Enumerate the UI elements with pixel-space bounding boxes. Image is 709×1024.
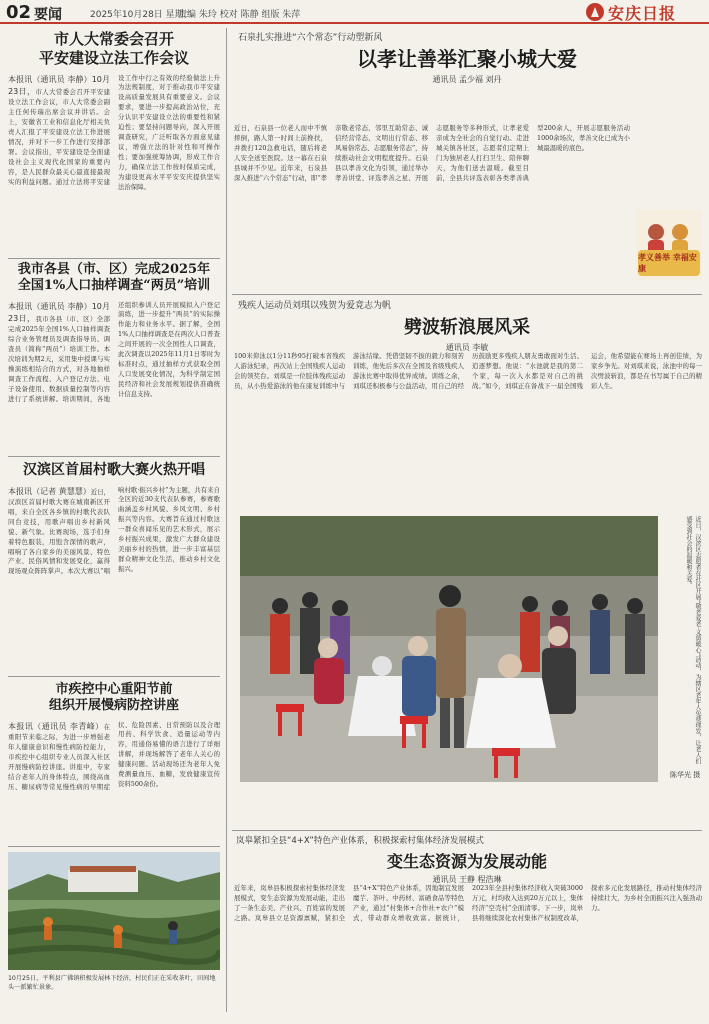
- photo-free-haircut: [240, 516, 658, 782]
- story-divider: [232, 294, 702, 295]
- story-byline: 本报讯（通讯员 李静）10月23日，: [8, 301, 110, 323]
- feature-ecology-body: 近年来，岚皋县积极探索村集体经济发展模式，变生态资源为发展动能，走出了一条生态美、产业兴、百姓富的发展之路。岚皋县立足资源禀赋，紧扣全县“4+X”特色产业体系，因地制宜发展魔芋、茶叶、中药材、富硒食品等特色产业，通过“村集体+合作社+农户”模式，带动群众增收致富。据统计，2023年全县村集体经济收入突破3000万元，村均收入达到20万元以上，集体经济“空壳村”全面清零。下一步，岚皋县将继续深化农村集体产权制度改革，探索多元化发展路径，推动村集体经济持续壮大，为乡村全面振兴注入强劲动力。: [234, 884, 702, 922]
- masthead: [0, 0, 709, 24]
- feature-kicker: 残疾人运动员刘琪以残贺为爱竟志为帆: [238, 301, 392, 311]
- feature-headline: 变生态资源为发展动能: [386, 852, 547, 871]
- feature-kicker: 岚皋紧扣全县“4+X”特色产业体系，积极探索村集体经济发展模式: [236, 836, 484, 846]
- story-body: [8, 721, 220, 847]
- story-census: [8, 262, 220, 451]
- headline-line: 我市各县（市、区）完成2025年: [17, 262, 211, 277]
- story-headline: [8, 682, 220, 715]
- feature-athlete-body: 100米仰泳以1分11秒95打破本省残疾人游泳纪录，再次站上全国残疾人运动会的领奖台。刘琪是一位肢体残疾运动员，从小热爱游泳的他在康复训练中与游泳结缘。凭借坚韧不拔的毅力和刻苦训练，他先后多次在全国及省级残疾人游泳比赛中取得优异成绩。训练之余，刘琪还积极参与公益活动，用自己的经历鼓励更多残疾人朋友勇敢面对生活、追逐梦想。他说：“水池就是我的第二个家，每一次入水都是对自己的挑战。”如今，刘琪正在备战下一届全国残运会，他希望能在赛场上再创佳绩，为家乡争光。对刘琪来说，泳池中的每一次劈波斩浪，都是在书写属于自己的精彩人生。: [234, 352, 702, 390]
- story-divider: [232, 830, 702, 831]
- feature-filial-body: 近日，石泉县一位老人而中不慎摔倒，路人第一时间上前搀扶，并拨打120急救电话，随后将老人安全送至医院。这一幕在石泉县城并不少见。近年来，石泉县深入推进“六个常态”行动，即“孝亲敬老常态、邻里互助常态、诚信经营常态、文明出行常态、移风易俗常态、志愿服务常态”，持续推动社会文明程度提升。石泉县以孝善文化为引领，通过举办孝善讲堂、评选孝善之星、开展志愿服务等多种形式，让孝老爱亲成为全社会的自觉行动。走进城关镇各社区，志愿者们定期上门为独居老人打扫卫生、陪伴聊天，为他们送去温暖。截至目前，全县共评选表彰各类孝善典型200余人，开展志愿服务活动1000余场次，孝善文化已成为小城最温暖的底色。: [234, 124, 630, 182]
- story-legislation: [8, 30, 220, 242]
- tea-photo-caption: 10月25日，平利县广佛镇积极发展林下经济，村民们正在采收茶叶，田间地头一派繁忙景象。: [8, 975, 216, 992]
- photo-tea-field: [8, 852, 220, 970]
- newspaper-logo: [586, 2, 676, 22]
- story-byline: 本报讯（通讯员 李静）10月23日，: [8, 74, 110, 96]
- feature-headline: 劈波斩浪展风采: [404, 317, 530, 338]
- feature-athlete: [232, 298, 702, 353]
- logo-text: 安庆日报: [608, 3, 677, 23]
- feature-byline: 通讯员 李敏: [445, 342, 489, 352]
- feature-byline: 通讯员 孟少福 刘丹: [432, 75, 502, 84]
- headline-line: 市疾控中心重阳节前: [55, 682, 173, 697]
- headline-line: 组织开展慢病防控讲座: [48, 698, 179, 714]
- editors-line: 责编 朱玲 校对 陈静 组版 朱萍: [178, 10, 301, 20]
- story-text: 市人大常委会召开平安建设立法工作会议，市人大常委会副主任何传瑞出席会议并讲话。会上，安徽省工业和信息化厅相关负责人汇报了平安建设立法工作进展情况，并对下一步工作进行安排部署。会议指出，平安建设是全面建设社会主义现代化国家的重要内容，是人民群众最关心最直接最现实的利益问题。通过立法将平安建设工作中行之有效的经验做法上升为法规制度，对于推动我市平安建设高质量发展具有重要意义。会议要求，要进一步提高政治站位，充分认识平安建设立法的重要性和紧迫性；要坚持问题导向，深入开展调查研究，广泛听取各方面意见建议，增强立法的针对性和可操作性；要加强统筹协调，形成工作合力，确保立法工作按时保质完成，为建设更高水平平安安庆提供坚实法治保障。: [8, 73, 220, 191]
- story-byline: 本报讯（通讯员 李青峰）: [8, 721, 104, 731]
- logo-icon: [586, 3, 604, 21]
- haircut-photo-caption: 近日，汉滨区志愿者在社区开展“敬老爱老·义剪暖心”活动，为辖区老年人免费理发，让老人们感受到社会的温暖和关爱。: [685, 516, 701, 765]
- story-disease-control: [8, 682, 220, 847]
- story-divider: [8, 676, 220, 677]
- story-headline: 汉滨区首届村歌大赛火热开唱: [23, 462, 205, 478]
- feature-byline: 通讯员 王静 程浩琳: [432, 875, 502, 884]
- issue-date: 2025年10月28日 星期二: [90, 10, 193, 20]
- headline-line: 市人大常委会召开: [53, 30, 174, 48]
- feature-headline: 以孝让善举汇聚小城大爱: [357, 47, 577, 71]
- story-text: 近日，汉滨区首届村歌大赛在城南新区开唱，来自全区各乡镇的村歌代表队同台竞技，用歌声唱出乡村新风貌、新气象。比赛现场，选手们身着特色服装，用饱含深情的歌声，唱响了各自家乡的美丽风景、特色产业、民俗风情和发展变化，赢得现场观众阵阵掌声。本次大赛以“唱响村歌·振兴乡村”为主题，共有来自全区的近30支代表队参赛，参赛歌曲涵盖乡村风貌、乡风文明、乡村振兴等内容。大赛旨在通过村歌这一群众喜闻乐见的艺术形式，展示乡村振兴成果，激发广大群众建设美丽乡村的热情，进一步丰富基层群众精神文化生活，推动乡村文化振兴。: [8, 485, 220, 576]
- story-divider: [8, 258, 220, 259]
- story-body: [8, 301, 220, 451]
- story-body: [8, 486, 220, 662]
- story-text: 我市各县（市、区）全部完成2025年全国1%人口抽样调查综合业务管理员及调查指导员、调查员（简称“两员”）培训工作。本次培训为期2天，采用集中授课与实操演练相结合的方式，对各地抽样调查工作流程、入户登记方法、电子设备使用、数据质量控制等内容进行了系统讲解。培训期间，各地还组织参训人员开展模拟入户登记演练，进一步提升“两员”的实际操作能力和业务水平。据了解，全国1%人口抽样调查是在两次人口普查之间开展的一次全国性人口调查，此次调查以2025年11月1日零时为标准时点，通过抽样方式获取全国人口发展变化情况，为科学制定国民经济和社会发展规划提供准确统计信息支持。: [8, 300, 220, 403]
- page-number: 02: [6, 2, 32, 23]
- headline-line: 平安建设立法工作会议: [38, 48, 189, 67]
- story-headline: [8, 30, 220, 68]
- story-divider: [8, 456, 220, 457]
- filial-banner: 孝义善举 幸福安康: [638, 250, 700, 276]
- feature-kicker: 石泉扎实推进“六个常态”行动塑新风: [238, 33, 383, 43]
- section-name: 要闻: [34, 7, 62, 23]
- story-text: 在重阳节来临之际，为进一步增强老年人健康意识和慢性病防控能力，市疾控中心组织专业人员深入社区开展慢病防控讲座。讲座中，专家结合老年人的身体特点，围绕高血压、糖尿病等常见慢性病的早期症状、危险因素、日常预防以及合理用药、科学饮食、适量运动等内容，用通俗易懂的语言进行了详细讲解，并现场解答了老年人关心的健康问题。活动现场还为老年人免费测量血压、血糖，发放健康宣传资料500余份。: [8, 720, 220, 791]
- story-headline: [8, 262, 220, 295]
- story-byline: 本报讯（记者 黄慧慧）: [8, 486, 91, 496]
- story-village-song: [8, 462, 220, 662]
- feature-ecology: [232, 834, 702, 885]
- story-body: [8, 74, 220, 242]
- column-divider: [226, 28, 227, 1012]
- headline-line: 全国1%人口抽样调查“两员”培训: [17, 278, 211, 294]
- story-divider: [8, 846, 220, 847]
- feature-filial: [232, 30, 702, 85]
- photo-credit: 陈华光 摄: [670, 771, 701, 779]
